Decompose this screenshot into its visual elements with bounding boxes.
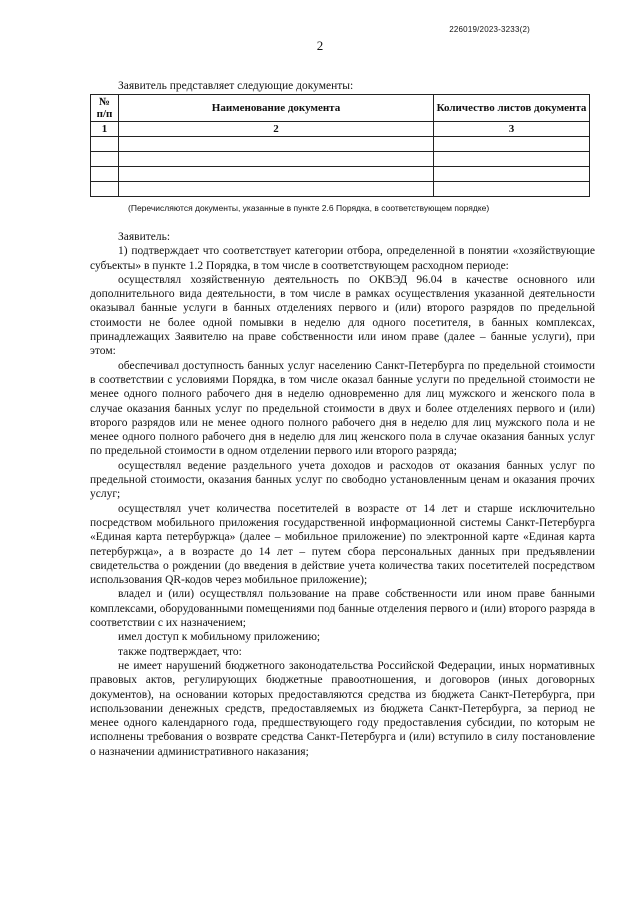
table-row [91, 182, 590, 197]
header-sheet-count: Количество листов документа [434, 95, 590, 122]
table-column-number-row [91, 122, 590, 137]
paragraph-1: 1) подтверждает что соответствует категории отбора, определенной в понятии «хозяйствующие субъекты» в пункте 1.2 Порядка, в том числе в соответствующем расходном периоде: [90, 245, 595, 272]
paragraph-confirms: также подтверждает, что: [118, 645, 242, 658]
paragraph-no-violations: не имеет нарушений бюджетного законодательства Российской Федерации, иных нормативных правовых актов, регулирующих бюджетные правоотношения, и договоров (иных договорных документов), на основании которых предоставляются средства из бюджета Санкт-Петербурга, при использовании денежных средств, предоставляемых из бюджета Санкт-Петербурга, за период не менее одного календарного года, предшествующего году предоставления субсидии, по которым не исполнены требования о возврате средства Санкт-Петербурга и (или) вступило в силу постановление о назначении административного наказания; [90, 659, 595, 758]
column-number-1: 1 [91, 122, 119, 137]
documents-intro: Заявитель представляет следующие документы: [118, 80, 354, 92]
paragraph-ownership: владел и (или) осуществлял пользование на праве собственности или ином праве банными комплексами, оборудованными помещениями под банные отделения первого и (или) второго разряда в соответствии с их назначением; [90, 588, 595, 630]
column-number-2: 2 [119, 122, 434, 137]
table-row [91, 152, 590, 167]
paragraph-okved: осуществлял хозяйственную деятельность по ОКВЭД 96.04 в качестве основного или дополнительного вида деятельности, в том числе в рамках осуществления указанной деятельности оказывал банные услуги в банных отделениях первого и (или) второго разрядов по предельной стоимости не более одной помывки в неделю для одного посетителя, в банных комплексах, принадлежащих Заявителю на праве собственности или ином праве (далее – банные услуги), при этом: [90, 273, 595, 358]
column-number-3: 3 [434, 122, 590, 137]
table-caption: (Перечисляются документы, указанные в пункте 2.6 Порядка, в соответствующем порядке) [128, 203, 490, 213]
paragraph-visitors: осуществлял учет количества посетителей в возрасте от 14 лет и старше исключительно посредством мобильного приложения государственной информационной системы Санкт-Петербурга «Единая карта петербуржца» (далее – мобильное приложение) по электронной карте «Единая карта петербуржца», а в возрасте до 14 лет – путем сбора персональных данных при предъявлении свидетельства о рождении (до введения в действие учета количества таких посетителей посредством использования QR-кодов через мобильное приложение); [90, 502, 595, 587]
header-number: № п/п [91, 95, 119, 122]
paragraph-applicant: Заявитель: [118, 231, 171, 243]
document-body [90, 230, 595, 759]
paragraph-app-access: имел доступ к мобильному приложению; [118, 631, 321, 644]
table-header-row [91, 95, 590, 122]
document-number: 226019/2023-3233(2) [449, 25, 530, 34]
header-document-name: Наименование документа [119, 95, 434, 122]
table-row [91, 167, 590, 182]
paragraph-availability: обеспечивал доступность банных услуг населению Санкт-Петербурга по предельной стоимости в соответствии с условиями Порядка, в том числе оказал банные услуги по предельной стоимости не менее одного полного рабочего дня в неделю одновременно для лиц мужского и женского пола в случае оказания банных услуг по предельной стоимости в двух и более отделениях первого и (или) второго разрядов или не менее одного полного рабочего дня в неделю для лиц мужского пола и не менее одного полного рабочего дня в неделю для лиц женского пола в случае оказания банных услуг по предельной стоимости в одном отделении первого или второго разряда; [90, 359, 595, 458]
table-row [91, 137, 590, 152]
page-number: 2 [316, 38, 324, 53]
paragraph-accounting: осуществлял ведение раздельного учета доходов и расходов от оказания банных услуг по предельной стоимости, оказания банных услуг по свободно установленным ценам и оказания прочих услуг; [90, 459, 595, 501]
documents-table [90, 94, 590, 197]
